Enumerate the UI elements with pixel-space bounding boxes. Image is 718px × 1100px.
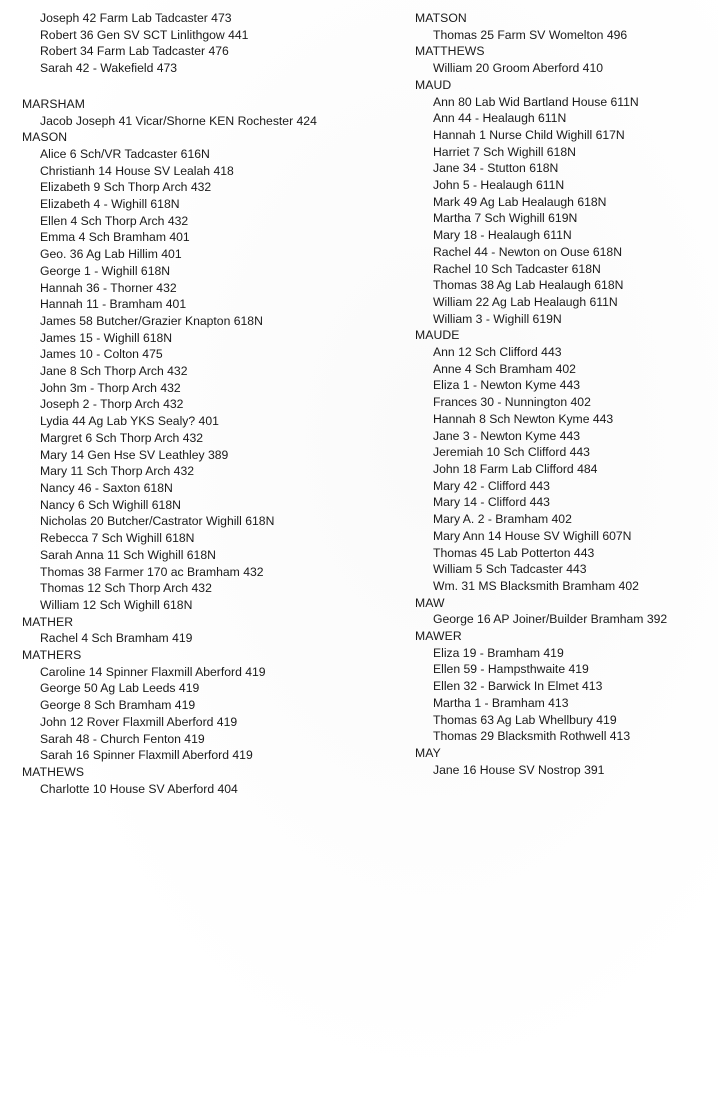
entry: George 1 - Wighill 618N: [40, 263, 171, 278]
entry: Mark 49 Ag Lab Healaugh 618N: [433, 194, 607, 209]
entry: William 22 Ag Lab Healaugh 611N: [433, 294, 618, 309]
entry: Jane 8 Sch Thorp Arch 432: [40, 364, 188, 379]
entry: Ellen 32 - Barwick In Elmet 413: [433, 679, 603, 694]
entry: John 5 - Healaugh 611N: [433, 178, 565, 193]
entry: Charlotte 10 House SV Aberford 404: [40, 781, 238, 796]
entry: Mary 14 - Clifford 443: [433, 495, 550, 510]
surname-group-maude: [415, 327, 715, 594]
entry: Rebecca 7 Sch Wighill 618N: [40, 531, 195, 546]
entry: Sarah 16 Spinner Flaxmill Aberford 419: [40, 748, 253, 763]
surname-group-mathews: [22, 764, 402, 797]
surname-group-mason: [22, 129, 402, 613]
entry: John 18 Farm Lab Clifford 484: [433, 461, 598, 476]
entry: Mary 18 - Healaugh 611N: [433, 228, 572, 243]
entry-list: [415, 611, 715, 628]
entry: Thomas 38 Farmer 170 ac Bramham 432: [40, 564, 264, 579]
entry: Elizabeth 4 - Wighill 618N: [40, 197, 180, 212]
surname-heading: MAUD: [415, 77, 452, 92]
entry: Jane 16 House SV Nostrop 391: [433, 762, 605, 777]
entry: John 3m - Thorp Arch 432: [40, 380, 181, 395]
entry: Ann 80 Lab Wid Bartland House 611N: [433, 94, 639, 109]
entry: Hannah 36 - Thorner 432: [40, 280, 177, 295]
column-left: [22, 10, 402, 797]
surname-heading: MATTHEWS: [415, 44, 485, 59]
entry: Mary Ann 14 House SV Wighill 607N: [433, 528, 632, 543]
entry-list: [415, 27, 715, 44]
surname-group-matson: [415, 10, 715, 43]
entry: Jacob Joseph 41 Vicar/Shorne KEN Rochester 424: [40, 113, 317, 128]
surname-heading: MASON: [22, 130, 68, 145]
entry: Nicholas 20 Butcher/Castrator Wighill 618N: [40, 514, 275, 529]
surname-group-mawer: [415, 628, 715, 745]
entry: Martha 7 Sch Wighill 619N: [433, 211, 578, 226]
entry: Mary A. 2 - Bramham 402: [433, 512, 572, 527]
entry-list: [415, 60, 715, 77]
surname-heading: MATHEWS: [22, 764, 85, 779]
entry: Caroline 14 Spinner Flaxmill Aberford 419: [40, 664, 266, 679]
entry: Anne 4 Sch Bramham 402: [433, 361, 576, 376]
entry: Sarah Anna 11 Sch Wighill 618N: [40, 547, 216, 562]
surname-group-matthews: [415, 43, 715, 76]
surname-heading: MATSON: [415, 11, 467, 25]
entry-list: [22, 146, 402, 614]
entry: John 12 Rover Flaxmill Aberford 419: [40, 714, 238, 729]
entry: George 8 Sch Bramham 419: [40, 698, 196, 713]
entry: Alice 6 Sch/VR Tadcaster 616N: [40, 146, 210, 161]
entry-list: [22, 781, 402, 798]
entry: Hannah 11 - Bramham 401: [40, 297, 187, 312]
entry: Eliza 19 - Bramham 419: [433, 645, 564, 660]
surname-group-may: [415, 745, 715, 778]
entry: Nancy 6 Sch Wighill 618N: [40, 497, 181, 512]
entry: Harriet 7 Sch Wighill 618N: [433, 144, 576, 159]
surname-heading: MATHERS: [22, 648, 82, 663]
entry: Ann 44 - Healaugh 611N: [433, 111, 567, 126]
entry: Martha 1 - Bramham 413: [433, 695, 569, 710]
surname-heading: MATHER: [22, 614, 74, 629]
entry: Nancy 46 - Saxton 618N: [40, 480, 173, 495]
surname-heading: MAY: [415, 745, 441, 760]
entry: Thomas 63 Ag Lab Whellbury 419: [433, 712, 617, 727]
entry: William 5 Sch Tadcaster 443: [433, 562, 587, 577]
surname-group-marsham: [22, 96, 402, 129]
entry: George 50 Ag Lab Leeds 419: [40, 681, 200, 696]
column-right: [415, 10, 715, 778]
entry: James 58 Butcher/Grazier Knapton 618N: [40, 313, 263, 328]
entry-list: [415, 645, 715, 745]
entry: Geo. 36 Ag Lab Hillim 401: [40, 247, 182, 262]
entry-list: [415, 94, 715, 328]
entry: William 12 Sch Wighill 618N: [40, 597, 193, 612]
entry: William 3 - Wighill 619N: [433, 311, 562, 326]
entry: Thomas 29 Blacksmith Rothwell 413: [433, 729, 631, 744]
surname-heading: MAW: [415, 595, 445, 610]
entry: Jeremiah 10 Sch Clifford 443: [433, 445, 590, 460]
surname-heading: MARSHAM: [22, 96, 85, 111]
entry: Sarah 48 - Church Fenton 419: [40, 731, 205, 746]
entry: Lydia 44 Ag Lab YKS Sealy? 401: [40, 414, 219, 429]
entry: Rachel 10 Sch Tadcaster 618N: [433, 261, 601, 276]
entry: Ann 12 Sch Clifford 443: [433, 345, 562, 360]
entry-list: [22, 113, 402, 130]
entry: Joseph 2 - Thorp Arch 432: [40, 397, 184, 412]
entry: Rachel 44 - Newton on Ouse 618N: [433, 244, 623, 259]
entry: Rachel 4 Sch Bramham 419: [40, 631, 193, 646]
entry: Thomas 12 Sch Thorp Arch 432: [40, 581, 212, 596]
surname-group-maud: [415, 77, 715, 328]
entry: James 15 - Wighill 618N: [40, 330, 173, 345]
surname-heading: MAWER: [415, 629, 462, 644]
entry: Robert 36 Gen SV SCT Linlithgow 441: [40, 27, 249, 42]
entry: James 10 - Colton 475: [40, 347, 163, 362]
entry: Frances 30 - Nunnington 402: [433, 395, 591, 410]
continued-entries: [22, 10, 402, 77]
entry: Hannah 1 Nurse Child Wighill 617N: [433, 127, 625, 142]
entry: Hannah 8 Sch Newton Kyme 443: [433, 411, 614, 426]
entry: Wm. 31 MS Blacksmith Bramham 402: [433, 578, 639, 593]
entry: Ellen 4 Sch Thorp Arch 432: [40, 213, 189, 228]
surname-heading: MAUDE: [415, 328, 460, 343]
entry: Thomas 45 Lab Potterton 443: [433, 545, 595, 560]
entry-list: [415, 344, 715, 595]
entry: Margret 6 Sch Thorp Arch 432: [40, 430, 204, 445]
entry: Mary 42 - Clifford 443: [433, 478, 550, 493]
entry: Eliza 1 - Newton Kyme 443: [433, 378, 580, 393]
surname-group-mathers: [22, 647, 402, 764]
entry-list: [22, 630, 402, 647]
entry: Ellen 59 - Hampsthwaite 419: [433, 662, 589, 677]
surname-group-mather: [22, 614, 402, 647]
entry: Jane 34 - Stutton 618N: [433, 161, 559, 176]
entry-list: [415, 762, 715, 779]
entry: Mary 11 Sch Thorp Arch 432: [40, 464, 195, 479]
entry: George 16 AP Joiner/Builder Bramham 392: [433, 612, 668, 627]
entry: Sarah 42 - Wakefield 473: [40, 61, 178, 76]
entry: Emma 4 Sch Bramham 401: [40, 230, 190, 245]
entry-list: [22, 664, 402, 764]
entry: Thomas 25 Farm SV Womelton 496: [433, 27, 628, 42]
entry: Joseph 42 Farm Lab Tadcaster 473: [40, 11, 232, 25]
surname-group-maw: [415, 595, 715, 628]
entry: Thomas 38 Ag Lab Healaugh 618N: [433, 278, 624, 293]
entry: Mary 14 Gen Hse SV Leathley 389: [40, 447, 229, 462]
entry: Christianh 14 House SV Lealah 418: [40, 163, 234, 178]
entry: Jane 3 - Newton Kyme 443: [433, 428, 581, 443]
entry: William 20 Groom Aberford 410: [433, 61, 604, 76]
entry: Robert 34 Farm Lab Tadcaster 476: [40, 44, 229, 59]
entry: Elizabeth 9 Sch Thorp Arch 432: [40, 180, 212, 195]
